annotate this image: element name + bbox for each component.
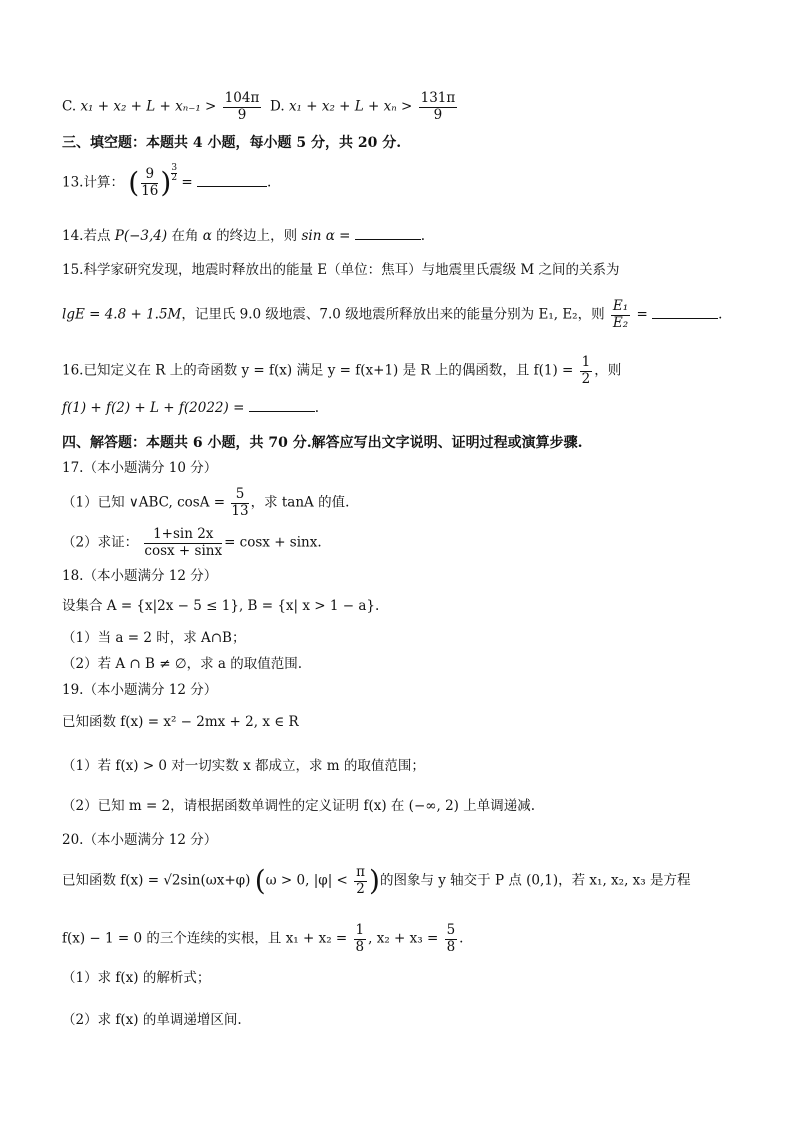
q17-part-1-text: （1）已知 ∨ABC, cosA = xyxy=(62,494,226,511)
q13-exponent-den: 2 xyxy=(171,173,178,183)
q17-p1-denominator: 13 xyxy=(231,502,249,519)
q14-end: . xyxy=(420,228,426,244)
option-c-numerator: 104π xyxy=(224,90,260,106)
q13-paren-right: ) xyxy=(160,166,172,199)
q16-sum-expr: f(1) + f(2) + L + f(2022) = xyxy=(62,400,245,416)
q14-expr: sin α = xyxy=(301,228,351,244)
q20-definition xyxy=(62,866,690,896)
option-c-denominator: 9 xyxy=(237,106,247,123)
q20-cond-numerator: π xyxy=(356,864,366,880)
q17-part-2-tail: = cosx + sinx. xyxy=(224,534,322,551)
q15-formula: lgE = 4.8 + 1.5M xyxy=(62,306,182,323)
q20-frac2-numerator: 5 xyxy=(446,922,456,938)
q20-definition-tail: 的图象与 y 轴交于 P 点 (0,1)，若 x₁, x₂, x₃ 是方程 xyxy=(379,872,691,889)
question-15-line-2 xyxy=(62,300,722,330)
q20-frac2-denominator: 8 xyxy=(446,938,456,955)
q16-end: . xyxy=(314,400,319,416)
q14-answer-blank[interactable] xyxy=(355,239,421,240)
section-4-heading: 四、解答题：本题共 6 小题，共 70 分.解答应写出文字说明、证明过程或演算步骤. xyxy=(62,435,583,451)
q20-part-2: （2）求 f(x) 的单调递增区间. xyxy=(62,1012,242,1028)
q17-part-2-fraction xyxy=(144,528,222,558)
q17-p1-numerator: 5 xyxy=(231,488,248,504)
q20-condition: ω > 0, |φ| < xyxy=(265,872,348,889)
question-14 xyxy=(62,230,425,244)
q16-numerator: 1 xyxy=(581,354,591,370)
q13-equals: = xyxy=(181,174,193,191)
q17-title: 17.（本小题满分 10 分） xyxy=(62,460,218,476)
option-d-numerator: 131π xyxy=(420,90,456,106)
q13-paren-left: ( xyxy=(128,166,140,199)
q14-alpha: α xyxy=(202,228,212,244)
q19-part-1: （1）若 f(x) > 0 对一切实数 x 都成立，求 m 的取值范围； xyxy=(62,758,425,774)
q16-answer-blank[interactable] xyxy=(249,411,315,412)
q18-part-2: （2）若 A ∩ B ≠ ∅，求 a 的取值范围. xyxy=(62,656,303,672)
q15-denominator: E₂ xyxy=(612,314,629,331)
q20-paren-left: ( xyxy=(254,864,266,897)
q17-part-1-tail: ，求 tanA 的值. xyxy=(250,494,350,511)
q13-exponent xyxy=(171,164,177,183)
q20-roots-line xyxy=(62,924,463,954)
q16-text-tail: ，则 xyxy=(594,362,622,379)
q20-condition-fraction xyxy=(354,866,367,896)
option-d-denominator: 9 xyxy=(433,106,443,123)
q18-set-definition: 设集合 A = {x|2x − 5 ≤ 1}, B = {x| x > 1 − a}. xyxy=(62,598,380,614)
q20-roots-end: . xyxy=(459,930,464,947)
option-d-label: D. xyxy=(270,98,289,115)
q20-frac1-numerator: 1 xyxy=(355,922,365,938)
q20-fraction-2 xyxy=(445,924,458,954)
q17-part-1 xyxy=(62,488,349,518)
q15-text: ，记里氏 9.0 级地震、7.0 级地震所释放出来的能量分别为 E₁, E₂，则 xyxy=(181,306,605,323)
q14-text-3: 的终边上，则 xyxy=(211,228,302,244)
option-c-expr: x₁ + x₂ + L + xₙ₋₁ > xyxy=(80,98,217,115)
q14-text-2: 在角 xyxy=(167,228,203,244)
q13-exponent-num: 3 xyxy=(171,163,178,173)
q17-p2-numerator: 1+sin 2x xyxy=(144,528,222,544)
q19-title: 19.（本小题满分 12 分） xyxy=(62,682,218,698)
q20-roots-text-2: , x₂ + x₃ = xyxy=(368,930,439,947)
q17-part-2 xyxy=(62,528,322,558)
q13-label: 13.计算： xyxy=(62,174,124,191)
option-c xyxy=(62,92,263,122)
question-15-line-1: 15.科学家研究发现，地震时释放出的能量 E（单位：焦耳）与地震里氏震级 M 之间的关系为 xyxy=(62,262,620,278)
q13-numerator: 9 xyxy=(141,168,158,184)
question-16-line-2 xyxy=(62,402,319,416)
q16-text: 16.已知定义在 R 上的奇函数 y = f(x) 满足 y = f(x+1) 是 R 上的偶函数，且 f(1) = xyxy=(62,362,574,379)
option-d xyxy=(270,92,459,122)
q17-part-1-fraction xyxy=(231,488,248,518)
q14-point: P(−3,4) xyxy=(114,228,168,244)
q20-paren-right: ) xyxy=(369,864,380,897)
question-16-line-1 xyxy=(62,356,621,386)
option-c-fraction xyxy=(223,92,262,122)
q20-cond-denominator: 2 xyxy=(356,880,365,897)
q18-part-1: （1）当 a = 2 时，求 A∩B； xyxy=(62,630,246,646)
q19-definition: 已知函数 f(x) = x² − 2mx + 2, x ∈ R xyxy=(62,714,299,730)
option-d-expr: x₁ + x₂ + L + xₙ > xyxy=(288,98,413,115)
q17-p2-denominator: cosx + sinx xyxy=(144,542,223,559)
option-d-fraction xyxy=(419,92,458,122)
q19-part-2: （2）已知 m = 2，请根据函数单调性的定义证明 f(x) 在 (−∞, 2) 上单调递减. xyxy=(62,798,536,814)
q20-fraction-1 xyxy=(354,924,367,954)
q20-function: 已知函数 f(x) = √2sin(ωx+φ) xyxy=(62,872,251,889)
q20-frac1-denominator: 8 xyxy=(355,938,365,955)
option-c-label: C. xyxy=(62,98,81,115)
q16-denominator: 2 xyxy=(581,370,591,387)
q14-text-1: 14.若点 xyxy=(62,228,115,244)
q13-fraction xyxy=(141,168,158,198)
q17-part-2-text: （2）求证： xyxy=(62,534,139,551)
q15-numerator: E₁ xyxy=(612,298,629,314)
q15-fraction xyxy=(611,300,630,330)
section-3-heading: 三、填空题：本题共 4 小题，每小题 5 分，共 20 分. xyxy=(62,135,402,151)
q13-denominator: 16 xyxy=(141,182,159,199)
q20-roots-text: f(x) − 1 = 0 的三个连续的实根，且 x₁ + x₂ = xyxy=(62,930,348,947)
q16-fraction xyxy=(580,356,593,386)
q15-end: . xyxy=(718,306,723,323)
question-13 xyxy=(62,163,272,199)
q20-title: 20.（本小题满分 12 分） xyxy=(62,832,218,848)
q13-end: . xyxy=(266,174,272,191)
q18-title: 18.（本小题满分 12 分） xyxy=(62,568,218,584)
q13-answer-blank[interactable] xyxy=(197,186,267,187)
q15-answer-blank[interactable] xyxy=(652,318,718,319)
q15-equals: = xyxy=(636,306,648,323)
q20-part-1: （1）求 f(x) 的解析式； xyxy=(62,970,211,986)
